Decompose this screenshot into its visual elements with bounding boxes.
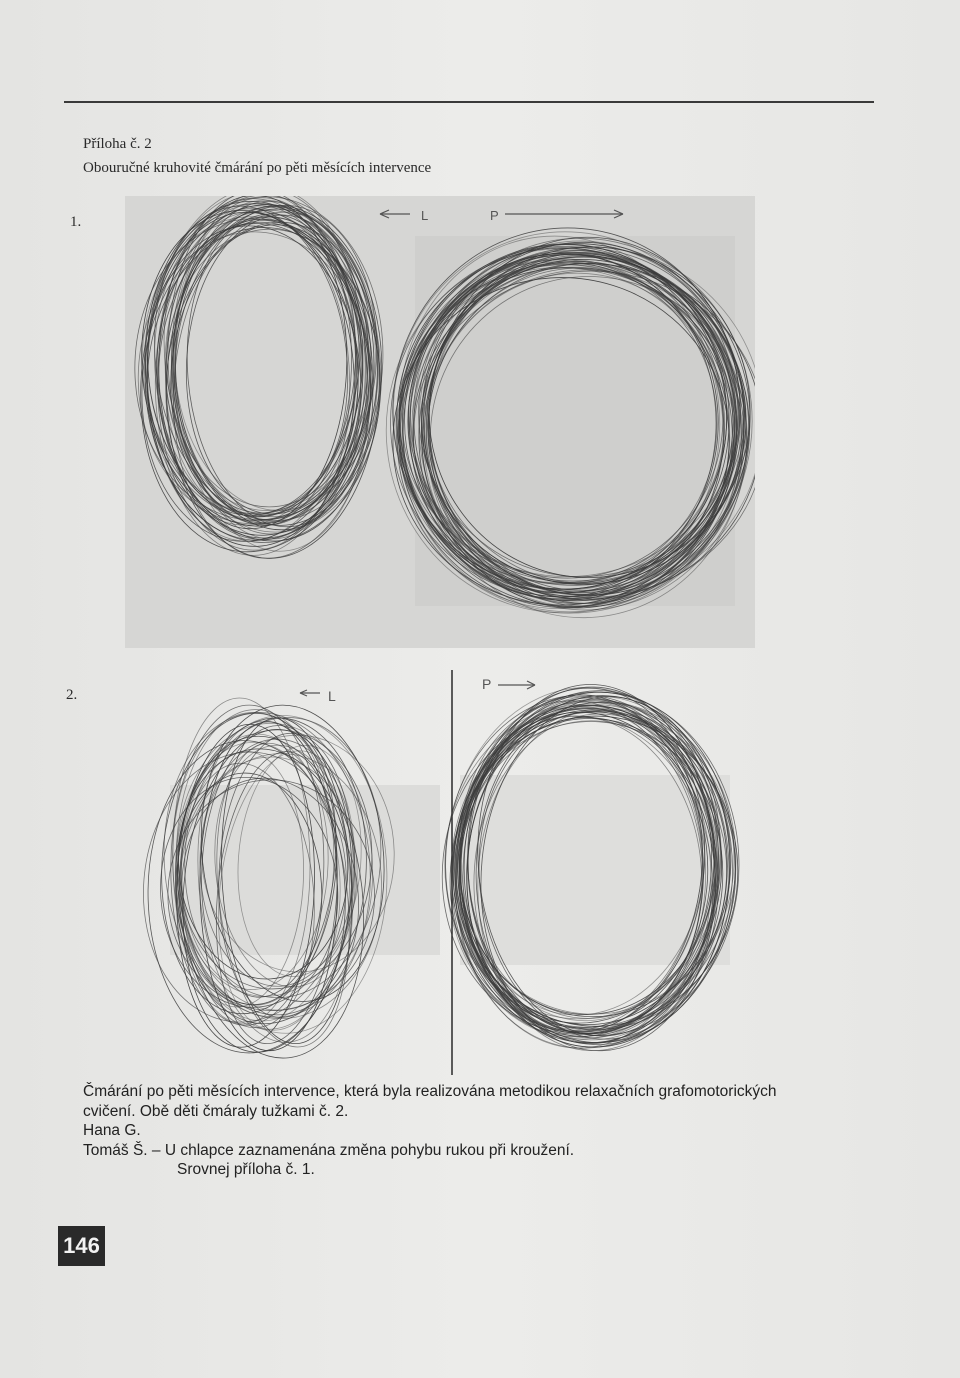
- caption-line: Tomáš Š. – U chlapce zaznamenána změna pohybu rukou při kroužení.: [83, 1141, 575, 1159]
- figure-2-image: [120, 665, 790, 1075]
- appendix-number: Příloha č. 2: [83, 136, 152, 152]
- caption-line: cvičení. Obě děti čmáraly tužkami č. 2.: [83, 1102, 349, 1120]
- appendix-title: Obouručné kruhovité čmárání po pěti měsících intervence: [83, 160, 432, 176]
- figure-1-image: [125, 196, 755, 648]
- top-rule: [64, 101, 874, 103]
- caption-line: Čmárání po pěti měsících intervence, která byla realizována metodikou relaxačních grafomotorických: [83, 1083, 777, 1100]
- caption-line: Srovnej příloha č. 1.: [177, 1161, 315, 1178]
- page-number-badge: 146: [58, 1226, 105, 1266]
- figure-2-label: 2.: [66, 687, 78, 703]
- caption-line: Hana G.: [83, 1122, 141, 1139]
- arrow-right-icon: [498, 681, 535, 689]
- figure-caption: [83, 1082, 903, 1180]
- figure-2-hand-right: P: [482, 676, 492, 692]
- figure-2-hand-left: L: [328, 688, 336, 704]
- figure-1-hand-left: L: [421, 208, 429, 223]
- figure-1-hand-right: P: [490, 208, 499, 223]
- arrow-left-icon: [300, 690, 320, 696]
- figure-1-label: 1.: [70, 214, 82, 230]
